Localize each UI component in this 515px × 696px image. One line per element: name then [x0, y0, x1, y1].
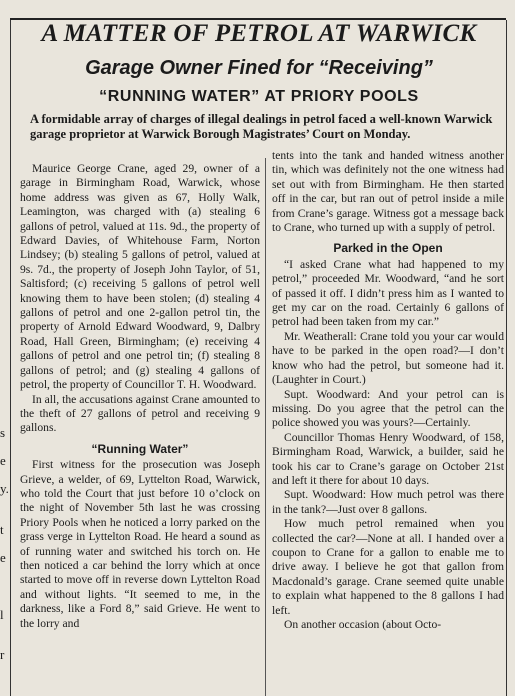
- fragment-text: e: [0, 550, 6, 565]
- right-column: [272, 149, 504, 632]
- fragment-text: e: [0, 453, 6, 468]
- fragment-text: s: [0, 425, 6, 440]
- fragment-text: l: [0, 607, 4, 622]
- paragraph: Maurice George Crane, aged 29, owner of a garage in Birmingham Road, Warwick, whose home address was given as 67, Holly Walk, Leamington, was charged with (a) stealing 6 gallons of petrol, valued at 11s. 9d., the property of Edward Davies, of Whitehouse Farm, Norton Lindsey; (b) stealing 5 gallons of petrol, valued at 9s. 7d., the property of Joseph John Taylor, of 51, Saltisford; (c) receiving 5 gallons of petrol well knowing them to have been stolen; (d) stealing 4 gallons of petrol and one 2-gallon petrol tin, the property of Arnold Edward Woodward, 9, Dalbry Road, Hall Green, Birmingham; (e) receiving 4 gallons of petrol and one petrol tin; (f) stealing 8 gallons of petrol; and (g) stealing 4 gallons of petrol, the property of Councillor T. H. Woodward.: [20, 162, 260, 392]
- intro-paragraph: A formidable array of charges of illegal dealings in petrol faced a well-known Warwick garage proprietor at Warwick Borough Magistrates’ Court on Monday.: [30, 112, 493, 141]
- column-divider: [265, 158, 266, 696]
- paragraph: First witness for the prosecution was Joseph Grieve, a welder, of 69, Lyttelton Road, Warwick, who told the Court that just before 10 o’clock on the night of November 5th last he was crossing Priory Pools when he noticed a lorry parked on the grass verge in Lyttelton Road. He heard a sound as of running water and switched his torch on. He then noticed a car behind the lorry which at once started to move off in reverse down Lyttelton Road and without lights. “It seemed to me, in the darkness, like a Ford 8,” said Grieve. He went to the lorry and: [20, 458, 260, 630]
- fragment-text: y.: [0, 481, 9, 496]
- paragraph: Councillor Thomas Henry Woodward, of 158, Birmingham Road, Warwick, a builder, said he took his car to Crane’s garage on October 21st and left it there for about 10 days.: [272, 430, 504, 487]
- paragraph: “I asked Crane what had happened to my petrol,” proceeded Mr. Woodward, “and he sort of passed it off. I didn’t press him as I wanted to get my car on the road. Certainly 6 gallons of petrol had been taken from my car.”: [272, 257, 504, 329]
- subheadline: Garage Owner Fined for “Receiving”: [85, 57, 433, 79]
- left-column: [20, 162, 260, 631]
- deck: “RUNNING WATER” AT PRIORY POOLS: [99, 88, 419, 105]
- paragraph: tents into the tank and handed witness another tin, which was definitely not the one witness had set out with from Birmingham. He then started off in the car, but ran out of petrol inside a mile from Crane’s garage. Witness got a message back to Crane, who turned up with a supply of petrol.: [272, 149, 504, 235]
- paragraph: In all, the accusations against Crane amounted to the theft of 27 gallons of petrol and receiving 9 gallons.: [20, 392, 260, 435]
- paragraph: How much petrol remained when you collected the car?—None at all. I handed over a coupon to Crane for a gallon to enable me to drive away. I believe he got that gallon from Macdonald’s garage. Crane seemed quite unable to explain what happened to the 8 gallons I had left.: [272, 517, 504, 617]
- fragment-text: r: [0, 647, 5, 662]
- paragraph: On another occasion (about Octo-: [284, 618, 442, 631]
- paragraph: Supt. Woodward: How much petrol was there in the tank?—Just over 8 gallons.: [272, 488, 504, 516]
- left-border: [10, 20, 11, 696]
- fragment-text: t: [0, 522, 4, 537]
- section-subheading: Parked in the Open: [333, 241, 443, 256]
- paragraph: Mr. Weatherall: Crane told you your car would have to be parked in the open road?—I don’t know who had the petrol, but someone had it. (Laughter in Court.): [272, 329, 504, 387]
- headline: A MATTER OF PETROL AT WARWICK: [41, 20, 477, 47]
- paragraph: Supt. Woodward: And your petrol can is missing. Do you agree that the petrol can the police showed you was yours?—Certainly.: [272, 387, 504, 430]
- section-subheading: “Running Water”: [91, 441, 189, 456]
- right-border: [506, 20, 507, 696]
